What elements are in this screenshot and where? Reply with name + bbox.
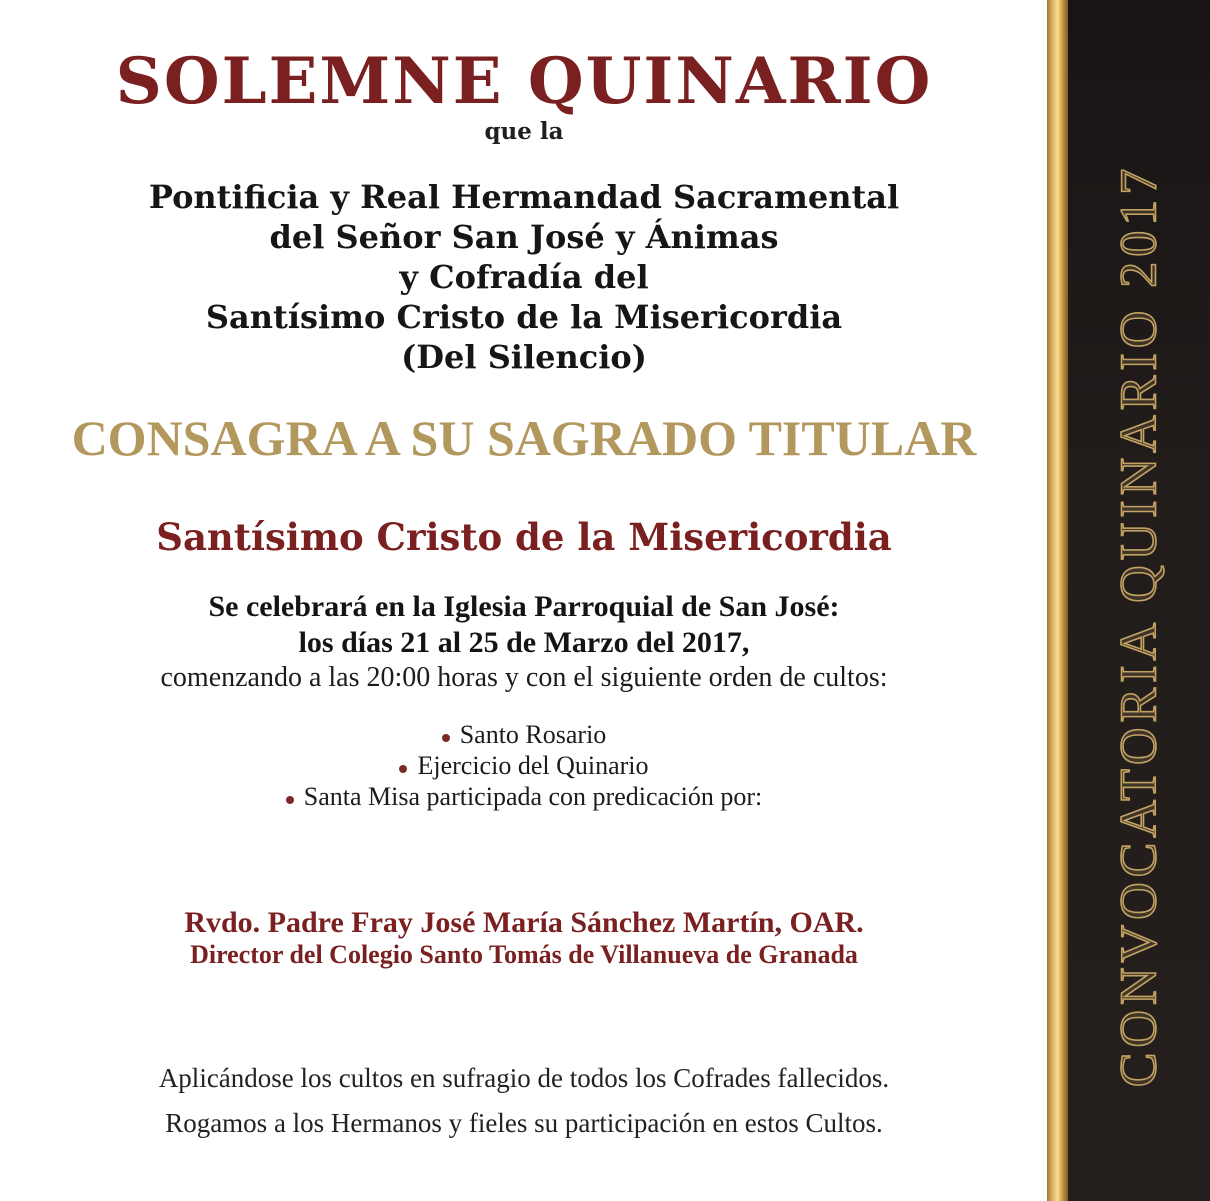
side-band [1068,0,1210,1201]
band-title: CONVOCATORIA QUINARIO 2017 [1110,163,1168,1088]
org-line: del Señor San José y Ánimas [269,217,779,256]
footer-note-2: Rogamos a los Hermanos y fieles su participación en estos Cultos. [165,1107,883,1138]
dedication-heading: CONSAGRA A SU SAGRADO TITULAR [71,409,977,466]
organization-block [0,177,1048,377]
preacher-name: Rvdo. Padre Fray José María Sánchez Martín, OAR. [184,905,864,939]
bullet-icon [399,765,407,773]
bullet-icon [442,734,450,742]
org-line: (Del Silencio) [401,337,647,376]
org-line: Pontificia y Real Hermandad Sacramental [148,177,900,216]
list-item [0,719,1048,750]
list-item-label: Ejercicio del Quinario [417,750,649,780]
list-item-label: Santo Rosario [459,719,607,749]
titular-name: Santísimo Cristo de la Misericordia [156,514,892,559]
event-location: Se celebrará en la Iglesia Parroquial de San José: [208,589,840,623]
cults-list [0,719,1048,812]
bullet-icon [286,796,294,804]
title-subtext: que la [484,117,564,145]
event-time: comenzando a las 20:00 horas y con el siguiente orden de cultos: [160,661,888,693]
event-details [0,589,1048,695]
list-item [0,750,1048,781]
list-item [0,781,1048,812]
event-dates: los días 21 al 25 de Marzo del 2017, [298,625,750,659]
footer-note-1: Aplicándose los cultos en sufragio de todos los Cofrades fallecidos. [158,1062,890,1093]
org-line: y Cofradía del [399,257,649,296]
main-title: SOLEMNE QUINARIO [115,44,933,119]
footer-notes [0,1062,1048,1139]
preacher-role: Director del Colegio Santo Tomás de Villanueva de Granada [190,939,858,969]
preacher-block [0,906,1048,970]
org-line: Santísimo Cristo de la Misericordia [205,297,843,336]
list-item-label: Santa Misa participada con predicación por: [303,781,763,811]
gold-strip [1047,0,1068,1201]
